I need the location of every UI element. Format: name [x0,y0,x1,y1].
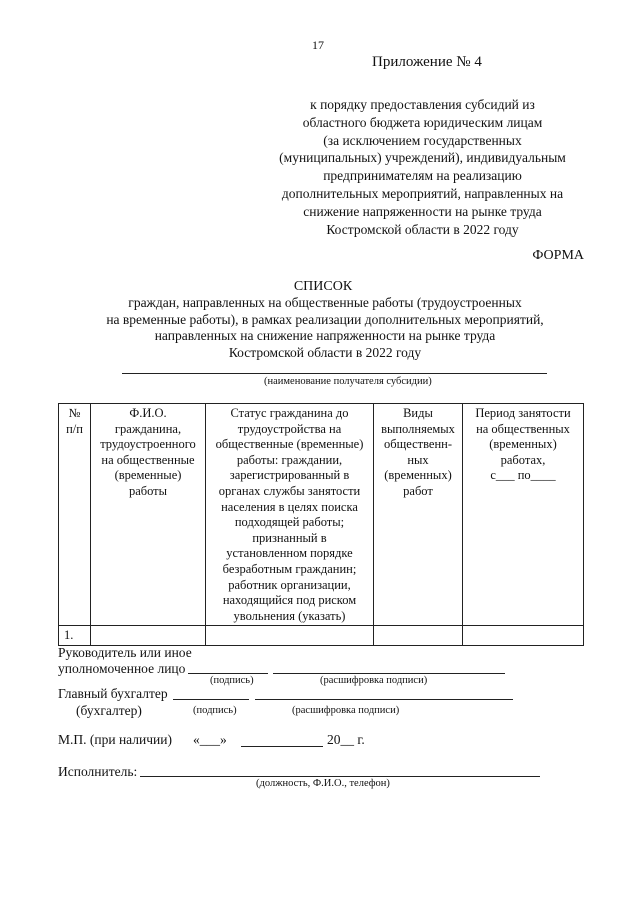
head-signature-field[interactable] [188,673,268,674]
table-header-row [59,404,584,626]
page-number: 17 [312,38,324,52]
executor-label: Исполнитель: [58,764,138,779]
citizens-table [58,403,584,646]
list-subtitle-line: Костромской области в 2022 году [228,344,422,360]
recipient-caption: (наименование получателя субсидии) [264,376,432,387]
date-month-field[interactable] [241,746,323,747]
table-cell: 1. [59,626,91,646]
list-subtitle-line: на временные работы), в рамках реализации дополнительных мероприятий, [106,311,544,327]
header-full-name: Ф.И.О. гражданина, трудоустроенного на общественные (временные) работы [91,404,206,626]
date-year[interactable]: 20__ г. [327,732,365,747]
list-subtitle-line: граждан, направленных на общественные работы (трудоустроенных [128,295,522,310]
accountant-label-line2: (бухгалтер) [76,703,142,718]
head-name-field[interactable] [273,673,505,674]
accountant-caption-decode: (расшифровка подписи) [292,705,400,716]
recipient-name-field[interactable] [122,373,547,374]
list-title: СПИСОК [293,279,353,294]
date-day[interactable]: «___» [193,732,227,747]
header-work-types: Виды выполняемых общественн- ных (временных) работ [374,404,463,626]
header-employment-period: Период занятости на общественных (временных) работах, с___ по____ [463,404,584,626]
table-row [59,626,584,646]
annex-line: (за исключением государственных [323,132,522,148]
table-cell[interactable] [374,626,463,646]
annex-line: областного бюджета юридическим лицам [302,114,543,130]
accountant-caption-sign: (подпись) [193,705,237,716]
header-status: Статус гражданина до трудоустройства на общественные (временные) работы: граждании, зарегистрированный в органах службы занятости населения в целях поиска подходящей работы; признанный в установленном порядке безработным гражданин; работник организации, находящийся под риском увольнения (указать) [206,404,374,626]
annex-line: предпринимателям на реализацию [323,168,522,184]
executor-caption: (должность, Ф.И.О., телефон) [256,778,390,789]
form-label: ФОРМА [532,248,584,263]
accountant-name-field[interactable] [255,699,513,700]
list-subtitle-line: направленных на снижение напряженности на рынке труда [154,328,496,344]
annex-title: Приложение № 4 [372,54,482,70]
annex-line: Костромской области в 2022 году [326,221,519,237]
stamp-label: М.П. (при наличии) [58,732,172,747]
annex-line: снижение напряженности на рынке труда [303,203,542,219]
annex-description [255,96,590,238]
head-label-line1: Руководитель или иное [58,645,192,660]
head-label-line2: уполномоченное лицо [58,661,186,676]
accountant-signature-field[interactable] [173,699,249,700]
table-cell[interactable] [206,626,374,646]
accountant-label-line1: Главный бухгалтер [58,686,168,701]
annex-line: дополнительных мероприятий, направленных на [281,185,564,201]
table-cell[interactable] [463,626,584,646]
header-number: № п/п [59,404,91,626]
executor-field[interactable] [140,776,540,777]
annex-line: (муниципальных) учреждений), индивидуальным [279,150,566,166]
annex-line: к порядку предоставления субсидий из [310,97,535,112]
list-subtitle [80,295,570,361]
head-caption-decode: (расшифровка подписи) [320,675,428,686]
head-caption-sign: (подпись) [210,675,254,686]
table-cell[interactable] [91,626,206,646]
